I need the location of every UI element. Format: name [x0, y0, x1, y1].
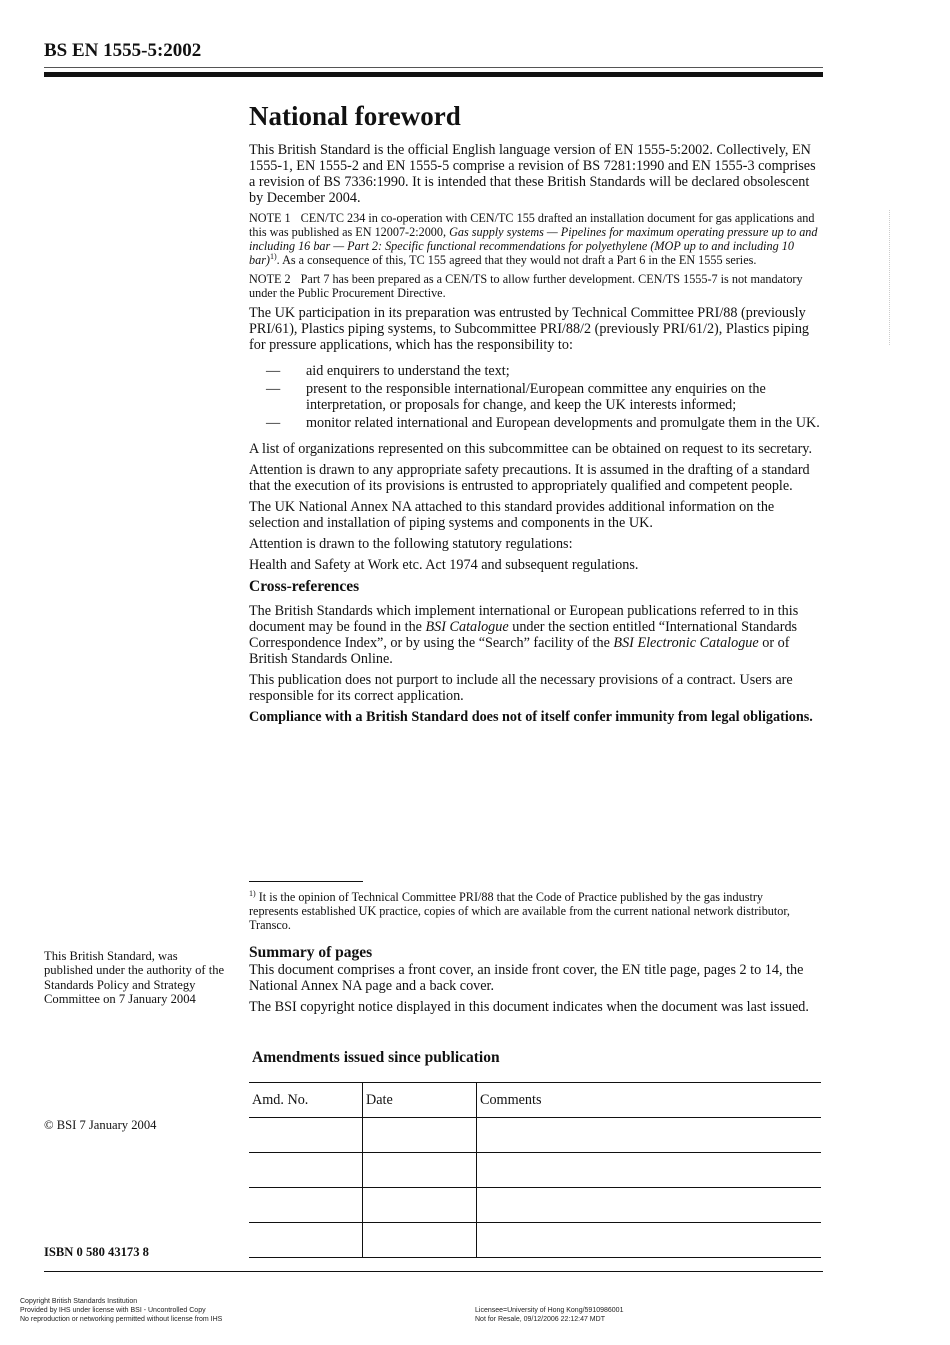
table-cell — [249, 1118, 363, 1153]
crossref-heading: Cross-references — [249, 578, 360, 595]
intro-paragraph: This British Standard is the official English language version of EN 1555-5:2002. Collectively, EN 1555-1, EN 1555-2 and EN 1555-5 comprise a revision of BS 7281:1990 and EN 1555-3 comprises a revision of BS 7336:1990. It is intended that these British Standards will be declared obsolescent by December 2004. — [249, 142, 816, 206]
column-header-comments: Comments — [477, 1083, 822, 1118]
table-cell — [477, 1153, 822, 1188]
note-2 — [249, 272, 824, 300]
table-cell — [477, 1223, 822, 1258]
header-rule-thick — [44, 72, 823, 77]
crossref-text-a: The British Standards which implement international or European publications referred to in this document may be found in the — [249, 603, 799, 635]
safety-paragraph: Attention is drawn to any appropriate safety precautions. It is assumed in the drafting of a standard that the execution of its provisions is entrusted to appropriately qualified and competent people. — [249, 462, 810, 494]
table-cell — [477, 1118, 822, 1153]
compliance-statement: Compliance with a British Standard does not of itself confer immunity from legal obligations. — [249, 709, 813, 725]
amendments-table — [249, 1082, 821, 1258]
column-header-date: Date — [363, 1083, 477, 1118]
footer-line: No reproduction or networking permitted without license from IHS — [20, 1316, 223, 1323]
list-item-text: aid enquirers to understand the text; — [306, 363, 510, 379]
table-row — [249, 1223, 821, 1258]
table-cell — [363, 1153, 477, 1188]
table-cell — [363, 1118, 477, 1153]
table-row — [249, 1118, 821, 1153]
participation-paragraph: The UK participation in its preparation was entrusted by Technical Committee PRI/88 (previously PRI/61), Plastics piping systems, to Subcommittee PRI/88/2 (previously PRI/61/2), Plastics piping for pressure applications, which has the responsibility to: — [249, 305, 810, 353]
publication-authority: This British Standard, was published under the authority of the Standards Policy and Strategy Committee on 7 January 2004 — [44, 949, 225, 1007]
list-item-text: monitor related international and European developments and promulgate them in the UK. — [306, 415, 820, 431]
bsi-catalogue-title: BSI Catalogue — [425, 619, 509, 635]
hsw-paragraph: Health and Safety at Work etc. Act 1974 and subsequent regulations. — [249, 557, 639, 573]
copyright-notice: © BSI 7 January 2004 — [44, 1118, 157, 1132]
crossref-paragraph — [249, 603, 824, 667]
table-header-row — [249, 1083, 821, 1118]
contract-paragraph: This publication does not purport to include all the necessary provisions of a contract. Users are responsible for its correct application. — [249, 672, 793, 704]
summary-text-2: The BSI copyright notice displayed in this document indicates when the document was last issued. — [249, 999, 809, 1015]
crossref-text-c: or of British Standards Online. — [249, 635, 790, 667]
footer-line: Not for Resale, 09/12/2006 22:12:47 MDT — [475, 1316, 605, 1323]
document-id: BS EN 1555-5:2002 — [44, 40, 202, 61]
annex-paragraph: The UK National Annex NA attached to this standard provides additional information on the selection and installation of piping systems and components in the UK. — [249, 499, 775, 531]
footer-license-right — [475, 1306, 623, 1324]
org-list-paragraph: A list of organizations represented on this subcommittee can be obtained on request to its secretary. — [249, 441, 813, 457]
list-item — [249, 415, 824, 431]
note-1-label: NOTE 1 — [249, 211, 291, 225]
summary-heading: Summary of pages — [249, 944, 373, 961]
footer-license-left — [20, 1297, 222, 1324]
footnote — [249, 890, 809, 932]
footnote-text: It is the opinion of Technical Committee PRI/88 that the Code of Practice published by the gas industry represents established UK practice, copies of which are available from the current national network distributor, Transco. — [249, 890, 790, 932]
crossref-text-b: under the section entitled “International Standards Correspondence Index”, or by using the “Search” facility of the — [249, 619, 798, 651]
note-1-text-b: . As a consequence of this, TC 155 agreed that they would not draft a Part 6 in the EN 1555 series. — [276, 253, 757, 267]
dash-marker: — — [266, 363, 281, 379]
note-1 — [249, 211, 824, 267]
list-item-text: present to the responsible international/European committee any enquiries on the interpretation, or proposals for change, and keep the UK interests informed; — [306, 381, 766, 413]
bsi-electronic-catalogue-title: BSI Electronic Catalogue — [613, 635, 759, 651]
table-cell — [249, 1223, 363, 1258]
dash-marker: — — [266, 381, 281, 397]
list-item — [249, 363, 824, 379]
amendments-heading: Amendments issued since publication — [252, 1049, 500, 1066]
footer-line: Copyright British Standards Institution — [20, 1298, 138, 1305]
note-1-title: Gas supply systems — Pipelines for maximum operating pressure up to and including 16 bar — Part 2: Specific functional recommendations for polyethylene (MOP up to and including 10 bar) — [249, 225, 818, 267]
summary-of-pages — [249, 945, 824, 1020]
header-rule-thin — [44, 67, 823, 68]
note-1-footnote-ref: 1) — [270, 251, 277, 261]
dash-marker: — — [266, 415, 281, 431]
note-2-label: NOTE 2 — [249, 272, 291, 286]
responsibility-list — [249, 363, 824, 431]
footer-rule — [44, 1271, 823, 1272]
note-1-text-a: CEN/TC 234 in co-operation with CEN/TC 155 drafted an installation document for gas applications and this was published as EN 12007-2:2000, — [249, 211, 815, 239]
note-2-text: Part 7 has been prepared as a CEN/TS to allow further development. CEN/TS 1555-7 is not mandatory under the Public Procurement Directive. — [249, 272, 803, 300]
table-cell — [249, 1153, 363, 1188]
main-content — [249, 100, 824, 730]
margin-mark — [889, 210, 891, 345]
table-cell — [363, 1223, 477, 1258]
table-cell — [363, 1188, 477, 1223]
page-title: National foreword — [249, 101, 461, 131]
isbn: ISBN 0 580 43173 8 — [44, 1245, 149, 1259]
table-row — [249, 1153, 821, 1188]
footnote-rule — [249, 881, 363, 882]
table-row — [249, 1188, 821, 1223]
column-header-amd-no: Amd. No. — [249, 1083, 363, 1118]
footer-line: Provided by IHS under license with BSI - Uncontrolled Copy — [20, 1307, 206, 1314]
summary-text-1: This document comprises a front cover, an inside front cover, the EN title page, pages 2 to 14, the National Annex NA page and a back cover. — [249, 962, 804, 994]
footnote-mark: 1) — [249, 888, 256, 898]
list-item — [249, 381, 824, 413]
statutory-paragraph: Attention is drawn to the following statutory regulations: — [249, 536, 573, 552]
table-cell — [249, 1188, 363, 1223]
table-cell — [477, 1188, 822, 1223]
footer-line: Licensee=University of Hong Kong/5910986001 — [475, 1307, 624, 1314]
